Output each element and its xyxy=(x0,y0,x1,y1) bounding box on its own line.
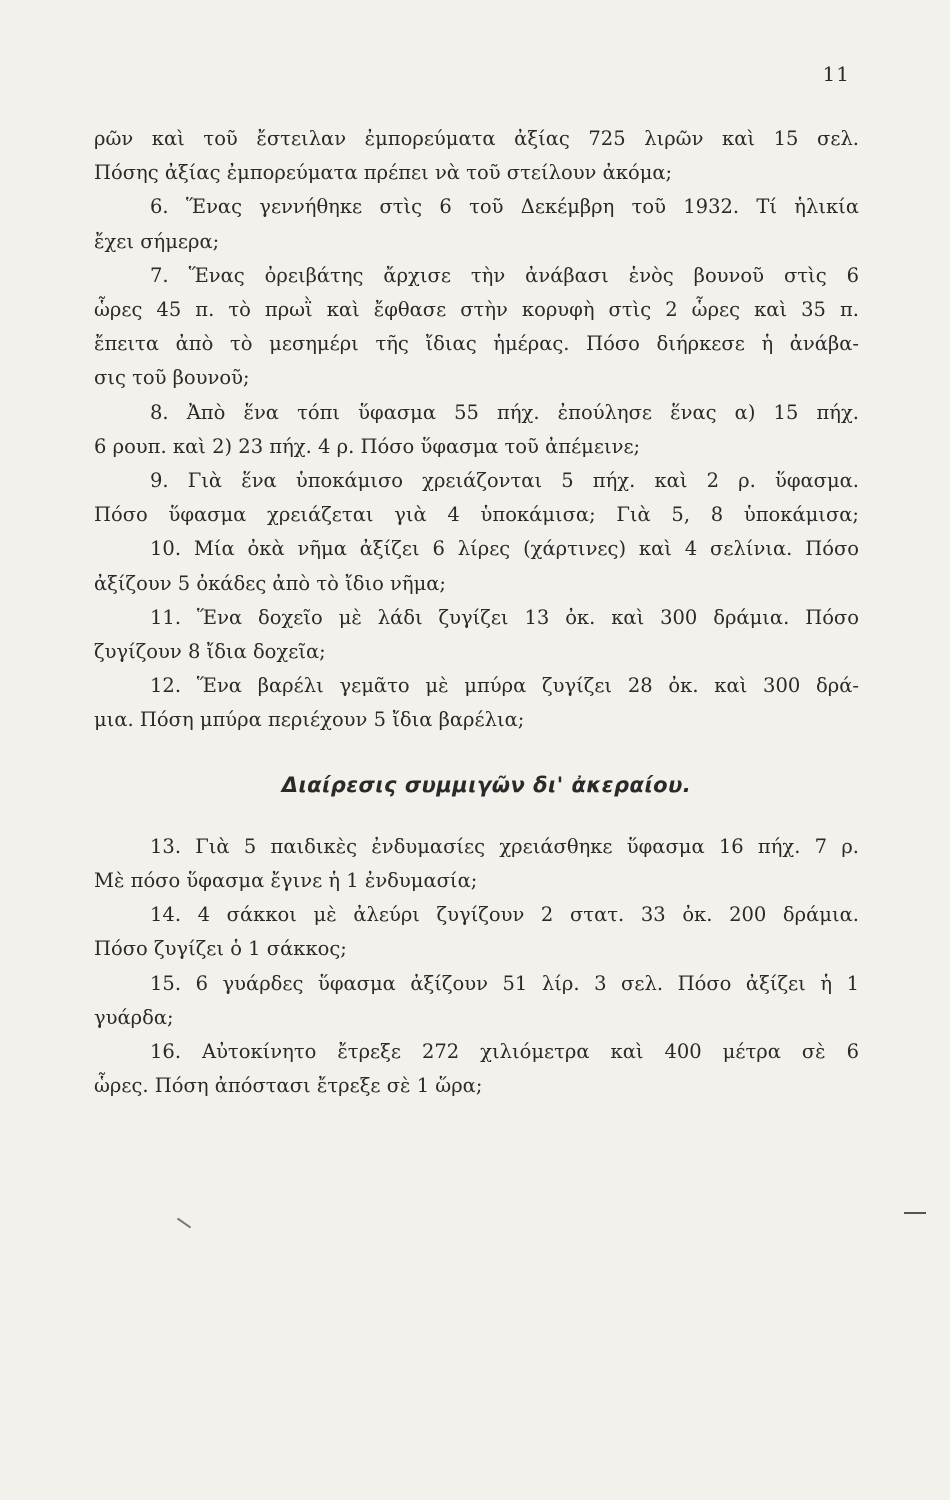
page-text xyxy=(94,122,859,1103)
text-line: 16. Αὐτοκίνητο ἔτρεξε 272 χιλιόμετρα καὶ 400 μέτρα σὲ 6 xyxy=(150,1040,859,1064)
text-line: 12. Ἕνα βαρέλι γεμᾶτο μὲ μπύρα ζυγίζει 28 ὀκ. καὶ 300 δρά- xyxy=(150,674,859,698)
exercise-list-part-2 xyxy=(94,830,859,1104)
text-line: ἔπειτα ἀπὸ τὸ μεσημέρι τῆς ἴδιας ἡμέρας. Πόσο διήρκεσε ἡ ἀνάβα- xyxy=(94,332,859,356)
text-line: ὧρες. Πόση ἀπόστασι ἔτρεξε σὲ 1 ὥρα; xyxy=(94,1074,483,1098)
margin-dash-mark xyxy=(904,1212,926,1214)
text-line: 6 ρουπ. καὶ 2) 23 πήχ. 4 ρ. Πόσο ὕφασμα τοῦ ἀπέμεινε; xyxy=(94,434,641,458)
print-speck xyxy=(177,1218,191,1229)
text-line: 13. Γιὰ 5 παιδικὲς ἐνδυμασίες χρειάσθηκε ὕφασμα 16 πήχ. 7 ρ. xyxy=(150,834,859,858)
text-line: 9. Γιὰ ἕνα ὑποκάμισο χρειάζονται 5 πήχ. καὶ 2 ρ. ὕφασμα. xyxy=(150,469,859,493)
text-line: ἔχει σήμερα; xyxy=(94,229,220,253)
text-line: Πόσο ζυγίζει ὁ 1 σάκκος; xyxy=(94,937,347,961)
text-line: Πόσο ὕφασμα χρειάζεται γιὰ 4 ὑποκάμισα; Γιὰ 5, 8 ὑποκάμισα; xyxy=(94,503,859,527)
section-heading: Διαίρεσις συμμιγῶν δι' ἀκεραίου. xyxy=(281,772,692,797)
text-line: ἀξίζουν 5 ὀκάδες ἀπὸ τὸ ἴδιο νῆμα; xyxy=(94,571,446,595)
exercise-list-part-1 xyxy=(94,122,859,738)
page-number: 11 xyxy=(822,62,850,86)
text-line: 6. Ἕνας γεννήθηκε στὶς 6 τοῦ Δεκέμβρη τοῦ 1932. Τί ἡλικία xyxy=(150,195,859,219)
text-line: σις τοῦ βουνοῦ; xyxy=(94,366,250,390)
text-line: 10. Μία ὀκὰ νῆμα ἀξίζει 6 λίρες (χάρτινες) καὶ 4 σελίνια. Πόσο xyxy=(150,537,859,561)
text-line: 15. 6 γυάρδες ὕφασμα ἀξίζουν 51 λίρ. 3 σελ. Πόσο ἀξίζει ἡ 1 xyxy=(150,971,859,995)
text-line: μια. Πόση μπύρα περιέχουν 5 ἴδια βαρέλια; xyxy=(94,708,525,732)
text-line: Μὲ πόσο ὕφασμα ἔγινε ἡ 1 ἐνδυμασία; xyxy=(94,869,478,893)
text-line: 11. Ἕνα δοχεῖο μὲ λάδι ζυγίζει 13 ὀκ. καὶ 300 δράμια. Πόσο xyxy=(150,605,859,629)
text-line: 8. Ἀπὸ ἕνα τόπι ὕφασμα 55 πήχ. ἐπούλησε ἕνας α) 15 πήχ. xyxy=(150,400,859,424)
text-line: 7. Ἕνας ὀρειβάτης ἄρχισε τὴν ἀνάβασι ἑνὸς βουνοῦ στὶς 6 xyxy=(150,263,859,287)
text-line: ζυγίζουν 8 ἴδια δοχεῖα; xyxy=(94,640,326,664)
text-line: ρῶν καὶ τοῦ ἔστειλαν ἐμπορεύματα ἀξίας 725 λιρῶν καὶ 15 σελ. xyxy=(94,127,859,150)
text-line: 14. 4 σάκκοι μὲ ἀλεύρι ζυγίζουν 2 στατ. 33 ὀκ. 200 δράμια. xyxy=(150,903,859,927)
text-line: ὧρες 45 π. τὸ πρωῒ καὶ ἔφθασε στὴν κορυφὴ στὶς 2 ὧρες καὶ 35 π. xyxy=(94,298,859,322)
text-line: γυάρδα; xyxy=(94,1005,174,1029)
text-line: Πόσης ἀξίας ἐμπορεύματα πρέπει νὰ τοῦ στείλουν ἀκόμα; xyxy=(94,161,673,185)
